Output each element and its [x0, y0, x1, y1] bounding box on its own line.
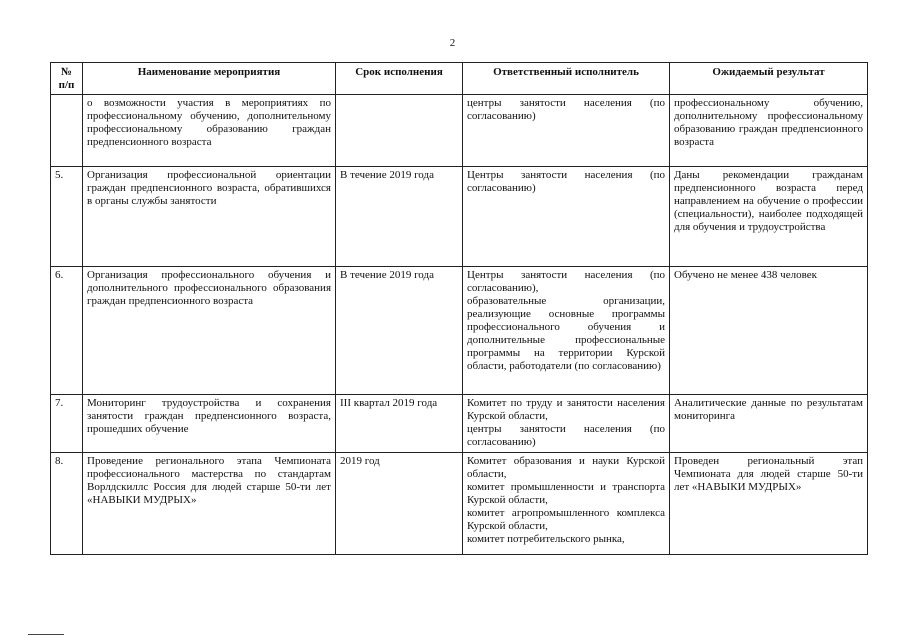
row-result: Аналитические данные по результатам мониторинга [670, 395, 868, 453]
row-term [336, 95, 463, 167]
row-name: Проведение регионального этапа Чемпионата профессионального мастерства по стандартам Ворлдскиллс Россия для людей старше 50-ти лет «НАВЫКИ МУДРЫХ» [83, 453, 336, 555]
header-executor: Ответственный исполнитель [463, 63, 670, 95]
executor-line: комитет потребительского рынка, [467, 533, 625, 545]
row-term: III квартал 2019 года [336, 395, 463, 453]
row-name: Мониторинг трудоустройства и сохранения занятости граждан предпенсионного возраста, прошедших обучение [83, 395, 336, 453]
table-row [51, 167, 868, 267]
executor-line: комитет промышленности и транспорта Курской области, [467, 481, 665, 506]
row-num: 5. [51, 167, 83, 267]
executor-line: комитет агропромышленного комплекса Курской области, [467, 507, 665, 532]
row-executor [463, 395, 670, 453]
table-row [51, 395, 868, 453]
row-executor [463, 167, 670, 267]
header-term: Срок исполнения [336, 63, 463, 95]
executor-line: образовательные организации, реализующие основные программы профессионального обучения и дополнительные профессиональные программы на территории Курской области, работодатели (по согласованию) [467, 295, 665, 372]
row-result: Обучено не менее 438 человек [670, 267, 868, 395]
page-number: 2 [449, 37, 456, 49]
executor-line: центры занятости населения (по согласованию) [467, 97, 665, 122]
row-term: В течение 2019 года [336, 267, 463, 395]
row-num [51, 95, 83, 167]
row-name: Организация профессиональной ориентации граждан предпенсионного возраста, обратившихся в органы службы занятости [83, 167, 336, 267]
row-result: Проведен региональный этап Чемпионата для людей старше 50-ти лет «НАВЫКИ МУДРЫХ» [670, 453, 868, 555]
table-header-row [51, 63, 868, 95]
table-row [51, 95, 868, 167]
action-plan-table [50, 62, 868, 555]
row-name: Организация профессионального обучения и дополнительного профессионального образования граждан предпенсионного возраста [83, 267, 336, 395]
table-row [51, 453, 868, 555]
header-name: Наименование мероприятия [83, 63, 336, 95]
header-num: № п/п [51, 63, 83, 95]
row-result: Даны рекомендации гражданам предпенсионного возраста перед направлением на обучение о профессии (специальности), наиболее подходящей для обучения и трудоустройства [670, 167, 868, 267]
row-num: 8. [51, 453, 83, 555]
row-name: о возможности участия в мероприятиях по профессиональному обучению, дополнительному профессиональному образованию граждан предпенсионного возраста [83, 95, 336, 167]
row-term: 2019 год [336, 453, 463, 555]
executor-line: Комитет по труду и занятости населения Курской области, [467, 397, 665, 422]
row-executor [463, 95, 670, 167]
row-executor [463, 267, 670, 395]
executor-line: Центры занятости населения (по согласованию), [467, 269, 665, 294]
executor-line: Комитет образования и науки Курской области, [467, 455, 665, 480]
footnote-separator [28, 634, 64, 635]
row-result: профессиональному обучению, дополнительному профессиональному образованию граждан предпенсионного возраста [670, 95, 868, 167]
executor-line: Центры занятости населения (по согласованию) [467, 169, 665, 194]
row-executor [463, 453, 670, 555]
row-num: 6. [51, 267, 83, 395]
header-result: Ожидаемый результат [670, 63, 868, 95]
row-term: В течение 2019 года [336, 167, 463, 267]
row-num: 7. [51, 395, 83, 453]
table-row [51, 267, 868, 395]
executor-line: центры занятости населения (по согласованию) [467, 423, 665, 448]
